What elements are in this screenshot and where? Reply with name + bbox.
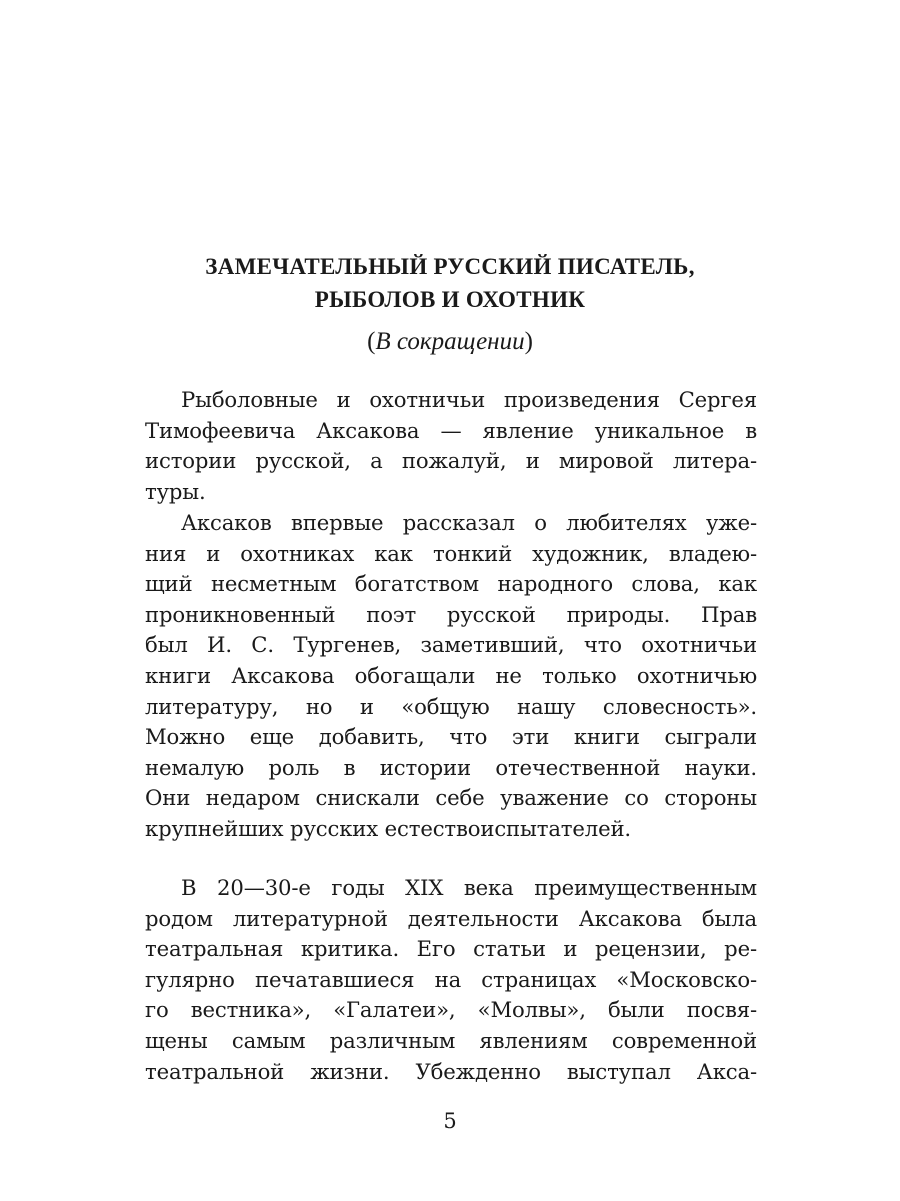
text-line: Аксаков впервые рассказал о любителях уже- [181, 510, 757, 535]
text-line: ния и охотниках как тонкий художник, владею- [145, 540, 757, 566]
chapter-title-line: ЗАМЕЧАТЕЛЬНЫЙ РУССКИЙ ПИСАТЕЛЬ, [205, 254, 695, 279]
text-line: Тимофеевича Аксакова — явление уникальное в [145, 417, 757, 443]
text-line: литературу, но и «общую нашу словесность». [145, 693, 757, 719]
text-line: В 20—30-е годы XIX века преимущественным [181, 875, 757, 900]
text-line: театральной жизни. Убежденно выступал Акса- [145, 1058, 757, 1084]
text-line: проникновенный поэт русской природы. Прав [145, 601, 757, 627]
text-line: Они недаром снискали себе уважение со стороны [145, 785, 757, 811]
text-line: го вестника», «Галатеи», «Молвы», были посвя- [145, 997, 757, 1023]
text-line: книги Аксакова обогащали не только охотничью [145, 662, 757, 688]
text-line: театральная критика. Его статьи и рецензии, ре- [145, 936, 757, 962]
chapter-title-line: РЫБОЛОВ И ОХОТНИК [314, 287, 586, 312]
text-line: родом литературной деятельности Аксакова была [145, 905, 757, 931]
subtitle-close-paren: ) [524, 328, 533, 355]
chapter-title [145, 250, 755, 316]
paragraph-1 [145, 385, 757, 507]
page-number: 5 [443, 1109, 457, 1133]
text-line: гулярно печатавшиеся на страницах «Московско- [145, 966, 757, 992]
text-line: был И. С. Тургенев, заметивший, что охотничьи [145, 632, 757, 658]
subtitle-text: В сокращении [375, 328, 525, 355]
paragraph-3 [145, 873, 757, 1087]
text-line: крупнейших русских естествоиспытателей. [145, 815, 632, 841]
text-line: щий несметным богатством народного слова, как [145, 571, 757, 597]
subtitle-open-paren: ( [367, 328, 376, 355]
text-line: Можно еще добавить, что эти книги сыграли [145, 724, 757, 750]
text-line: туры. [145, 478, 206, 504]
text-line: щены самым различным явлениям современной [145, 1027, 757, 1053]
text-line: немалую роль в истории отечественной науки. [145, 754, 757, 780]
paragraph-2 [145, 508, 757, 845]
text-line: Рыболовные и охотничьи произведения Сергея [181, 387, 757, 412]
text-line: истории русской, а пожалуй, и мировой литера- [145, 448, 757, 474]
chapter-subtitle [145, 327, 755, 357]
